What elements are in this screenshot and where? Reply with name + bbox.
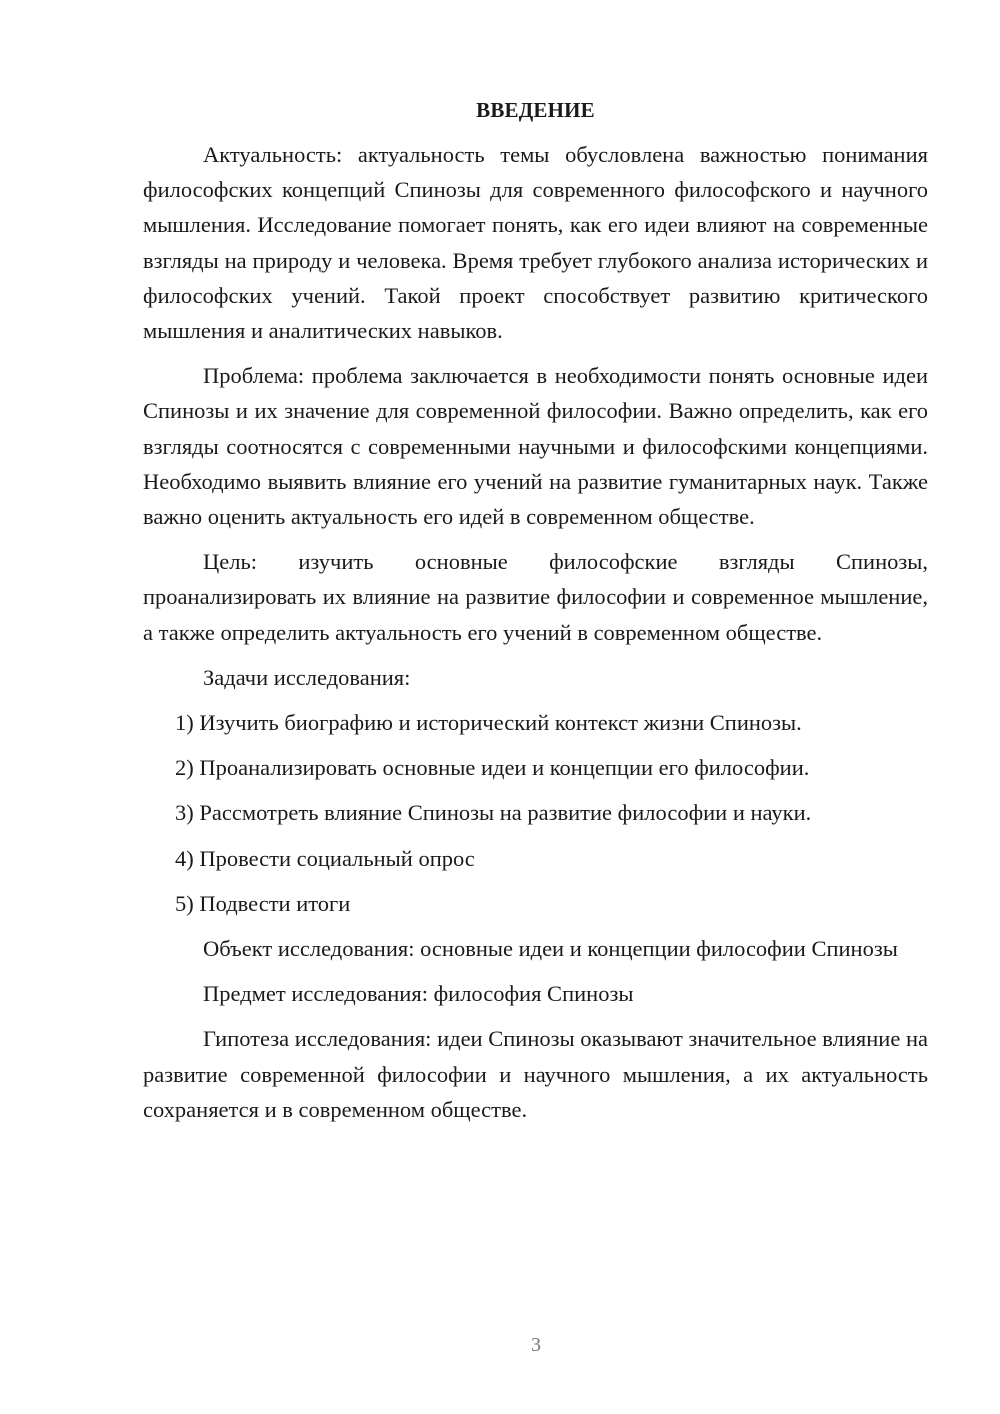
list-item: 4) Провести социальный опрос [175, 845, 475, 871]
object-paragraph: Объект исследования: основные идеи и концепции философии Спинозы [203, 936, 898, 962]
list-item: 2) Проанализировать основные идеи и концепции его философии. [175, 755, 810, 781]
list-item: 3) Рассмотреть влияние Спинозы на развитие философии и науки. [175, 800, 812, 826]
tasks-list [143, 705, 928, 921]
relevance-paragraph: Актуальность: актуальность темы обусловлена важностью понимания философских концепций Спинозы для современного философского и научного мышления. Исследование помогает понять, как его идеи влияют на современные взгляды на природу и человека. Время требует глубокого анализа исторических и философских учений. Такой проект способствует развитию критического мышления и аналитических навыков. [143, 142, 928, 344]
list-item: 5) Подвести итоги [175, 890, 351, 916]
tasks-heading: Задачи исследования: [203, 664, 411, 690]
problem-paragraph: Проблема: проблема заключается в необходимости понять основные идеи Спинозы и их значение для современной философии. Важно определить, как его взгляды соотносятся с современными научными и философскими концепциями. Необходимо выявить влияние его учений на развитие гуманитарных наук. Также важно оценить актуальность его идей в современном обществе. [143, 363, 928, 530]
goal-paragraph: Цель: изучить основные философские взгляды Спинозы, проанализировать их влияние на развитие философии и современное мышление, а также определить актуальность его учений в современном обществе. [143, 549, 928, 645]
subject-paragraph: Предмет исследования: философия Спинозы [203, 981, 634, 1007]
page-number: 3 [531, 1334, 541, 1356]
list-item: 1) Изучить биографию и исторический контекст жизни Спинозы. [175, 710, 802, 736]
document-body [143, 95, 928, 1137]
page-title: ВВЕДЕНИЕ [476, 98, 595, 122]
hypothesis-paragraph: Гипотеза исследования: идеи Спинозы оказывают значительное влияние на развитие современной философии и научного мышления, а их актуальность сохраняется и в современном обществе. [143, 1026, 928, 1122]
